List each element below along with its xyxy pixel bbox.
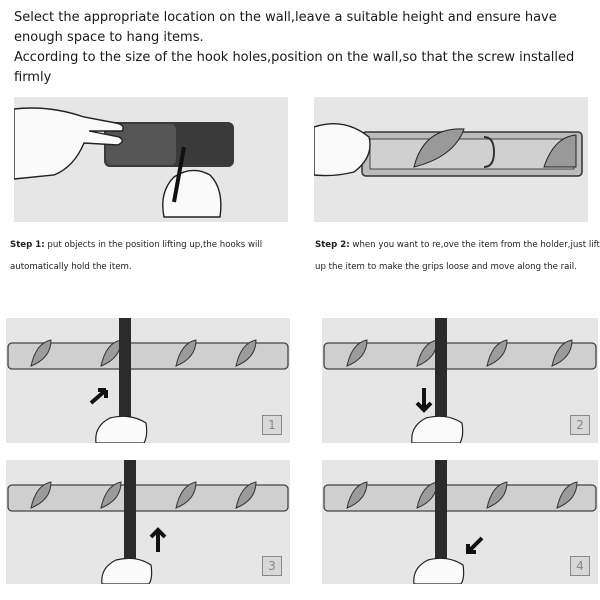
mark-wall-drawing xyxy=(14,97,288,222)
panel-number-2: 2 xyxy=(570,415,590,435)
illustration-panel-3 xyxy=(6,460,290,584)
panel-2-drawing xyxy=(322,318,598,443)
panel-4-drawing xyxy=(322,460,598,584)
panel-number-1: 1 xyxy=(262,415,282,435)
illustration-rail-with-hands xyxy=(314,97,588,222)
step-1-text: put objects in the position lifting up,the hooks will automatically hold the item. xyxy=(10,240,263,272)
instructions xyxy=(14,8,594,88)
step-2-label: Step 2: xyxy=(315,240,350,250)
instruction-line-1: Select the appropriate location on the wall,leave a suitable height and ensure have enough space to hang items. xyxy=(14,10,557,45)
instruction-line-2: According to the size of the hook holes,position on the wall,so that the screw installed firmly xyxy=(14,50,575,85)
panel-3-drawing xyxy=(6,460,290,584)
panel-number-4: 4 xyxy=(570,556,590,576)
panel-number-3: 3 xyxy=(262,556,282,576)
illustration-panel-4 xyxy=(322,460,598,584)
panel-1-drawing xyxy=(6,318,290,443)
illustration-mark-wall xyxy=(14,97,288,222)
step-1-caption xyxy=(10,234,300,278)
illustration-panel-1 xyxy=(6,318,290,443)
step-1-label: Step 1: xyxy=(10,240,45,250)
step-2-text: when you want to re,ove the item from the holder,just lift up the item to make the grips loose and move along the rail. xyxy=(315,240,600,272)
illustration-panel-2 xyxy=(322,318,598,443)
rail-hands-drawing xyxy=(314,97,588,222)
step-2-caption xyxy=(315,234,600,278)
